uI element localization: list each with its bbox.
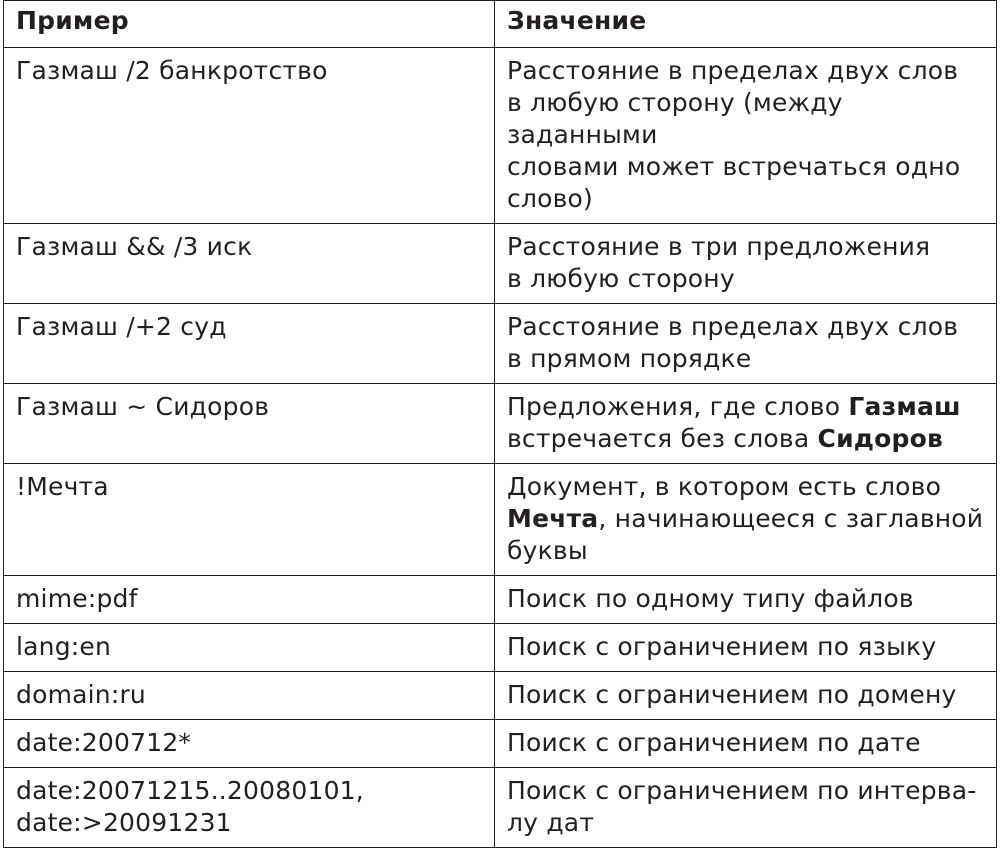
table-row xyxy=(4,464,997,576)
table-row xyxy=(4,624,997,672)
search-operators-table xyxy=(3,0,997,848)
table-row xyxy=(4,720,997,768)
meaning-cell xyxy=(495,672,997,720)
meaning-text: Поиск с ограничением по дате xyxy=(507,728,921,757)
header-row xyxy=(4,1,997,48)
emphasized-term: Мечта xyxy=(507,504,599,533)
table-row xyxy=(4,304,997,384)
meaning-text: Поиск с ограничением по домену xyxy=(507,680,957,709)
meaning-text: , начинающееся с заглавной буквы xyxy=(507,504,984,565)
table-row xyxy=(4,768,997,848)
meaning-text: Расстояние в пределах двух слов в любую сторону (между заданными словами может встречаться одно слово) xyxy=(507,56,961,213)
table-row xyxy=(4,224,997,304)
table-header xyxy=(4,1,997,48)
table-row xyxy=(4,576,997,624)
meaning-text: Поиск с ограничением по языку xyxy=(507,632,937,661)
meaning-text: Поиск с ограничением по интерва- лу дат xyxy=(507,776,977,837)
meaning-text: Документ, в котором есть слово xyxy=(507,472,942,501)
example-cell: Газмаш /+2 суд xyxy=(4,304,495,384)
meaning-cell xyxy=(495,48,997,224)
meaning-cell xyxy=(495,384,997,464)
example-cell: Газмаш && /3 иск xyxy=(4,224,495,304)
example-cell: Газмаш ~ Сидоров xyxy=(4,384,495,464)
table-row xyxy=(4,672,997,720)
example-cell: date:200712* xyxy=(4,720,495,768)
example-cell: Газмаш /2 банкротство xyxy=(4,48,495,224)
meaning-text: Расстояние в три предложения в любую сторону xyxy=(507,232,931,293)
meaning-text: Расстояние в пределах двух слов в прямом порядке xyxy=(507,312,959,373)
example-cell: domain:ru xyxy=(4,672,495,720)
example-cell: lang:en xyxy=(4,624,495,672)
emphasized-term: Газмаш xyxy=(848,392,961,421)
example-cell: mime:pdf xyxy=(4,576,495,624)
meaning-text: Предложения, где слово xyxy=(507,392,849,421)
meaning-cell xyxy=(495,304,997,384)
emphasized-term: Сидоров xyxy=(817,424,944,453)
column-header-meaning: Значение xyxy=(495,1,997,48)
meaning-cell xyxy=(495,464,997,576)
table-row xyxy=(4,48,997,224)
table-row xyxy=(4,384,997,464)
meaning-text: встречается без слова xyxy=(507,424,810,453)
meaning-cell xyxy=(495,768,997,848)
example-cell: date:20071215..20080101, date:>20091231 xyxy=(4,768,495,848)
meaning-text: Поиск по одному типу файлов xyxy=(507,584,914,613)
meaning-cell xyxy=(495,720,997,768)
meaning-cell xyxy=(495,624,997,672)
meaning-cell xyxy=(495,224,997,304)
column-header-example: Пример xyxy=(4,1,495,48)
example-cell: !Мечта xyxy=(4,464,495,576)
meaning-cell xyxy=(495,576,997,624)
table-body xyxy=(4,48,997,848)
